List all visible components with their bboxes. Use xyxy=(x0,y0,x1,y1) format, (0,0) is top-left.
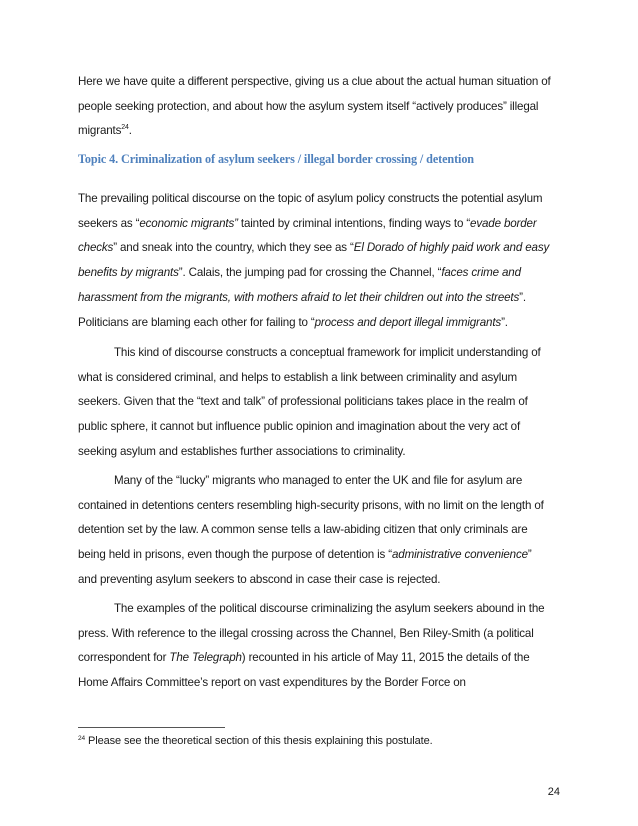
text-run: ”. xyxy=(501,315,508,329)
intro-paragraph xyxy=(78,70,562,144)
page-number: 24 xyxy=(547,786,560,798)
text-line: The prevailing political discourse on the topic of asylum policy constructs the potential asylum xyxy=(78,192,543,205)
footnote-separator xyxy=(78,727,225,728)
text-run: ” and sneak into the country, which they see as “ xyxy=(113,241,354,255)
text-line: The examples of the political discourse criminalizing the asylum seekers abound in the xyxy=(114,602,545,615)
text-run: seekers as “ xyxy=(78,216,140,230)
text-run: . xyxy=(128,124,132,138)
text-line: press. With reference to the illegal crossing across the Channel, Ben Riley-Smith (a political xyxy=(78,626,534,640)
text-line: Here we have quite a different perspective, giving us a clue about the actual human situation of xyxy=(78,75,551,88)
text-line: and preventing asylum seekers to abscond in case their case is rejected. xyxy=(78,572,441,586)
footnote-number: 24 xyxy=(78,735,86,742)
text-line xyxy=(78,543,562,568)
examples-paragraph xyxy=(78,597,562,696)
text-line: what is considered criminal, and helps to establish a link between criminality and asylum xyxy=(78,370,518,384)
text-line xyxy=(78,119,562,144)
footnote xyxy=(78,735,433,747)
quote-run: faces crime and xyxy=(441,266,521,280)
quote-run: checks xyxy=(78,241,114,255)
text-line: Many of the “lucky” migrants who managed to enter the UK and file for asylum are xyxy=(114,474,523,487)
text-line: Home Affairs Committee’s report on vast expenditures by the Border Force on xyxy=(78,676,466,690)
text-line: seekers. Given that the “text and talk” of professional politicians takes place in the realm of xyxy=(78,395,528,409)
text-run: ”. Calais, the jumping pad for crossing the Channel, “ xyxy=(178,266,442,280)
text-run: migrants xyxy=(78,124,122,138)
footnote-text: Please see the theoretical section of this thesis explaining this postulate. xyxy=(85,735,433,747)
quote-run: process and deport illegal immigrants xyxy=(314,315,502,329)
section-heading: Topic 4. Criminalization of asylum seekers / illegal border crossing / detention xyxy=(78,152,474,166)
text-line xyxy=(78,212,562,237)
text-run: Politicians are blaming each other for failing to “ xyxy=(78,315,315,329)
quote-run: benefits by migrants xyxy=(78,266,179,280)
text-line: public sphere, it cannot but influence public opinion and imagination about the very act of xyxy=(78,420,521,434)
quote-run: evade border xyxy=(470,216,537,230)
text-run: correspondent for xyxy=(78,651,170,665)
quote-run: El Dorado of highly paid work and easy xyxy=(353,241,550,255)
quote-run: economic migrants” xyxy=(139,216,238,230)
text-run: ” xyxy=(527,548,532,562)
text-line xyxy=(78,286,562,311)
text-line: people seeking protection, and about how the asylum system itself “actively produces” illegal xyxy=(78,99,539,113)
text-line xyxy=(78,261,562,286)
quote-run: harassment from the migrants, with mothers afraid to let their children out into the streets xyxy=(78,290,520,304)
text-run: ”. xyxy=(519,290,526,304)
text-line: This kind of discourse constructs a conceptual framework for implicit understanding of xyxy=(114,346,541,359)
text-line: contained in detentions centers resembling high-security prisons, with no limit on the length of xyxy=(78,498,544,512)
detention-paragraph xyxy=(78,469,562,593)
publication-title: The Telegraph xyxy=(169,651,242,665)
text-line: detention set by the law. A common sense tells a law-abiding citizen that only criminals are xyxy=(78,523,528,537)
text-run: tainted by criminal intentions, finding ways to “ xyxy=(237,216,471,230)
text-line xyxy=(78,236,562,261)
text-run: ) recounted in his article of May 11, 2015 the details of the xyxy=(241,651,530,665)
text-run: being held in prisons, even though the purpose of detention is “ xyxy=(78,548,392,562)
text-line: seeking asylum and establishes further associations to criminality. xyxy=(78,444,406,458)
text-line xyxy=(78,646,562,671)
discourse-paragraph xyxy=(78,187,562,335)
text-line xyxy=(78,311,562,336)
framework-paragraph xyxy=(78,341,562,465)
footnote-reference[interactable]: 24 xyxy=(121,124,129,132)
quote-run: administrative convenience xyxy=(391,548,528,562)
